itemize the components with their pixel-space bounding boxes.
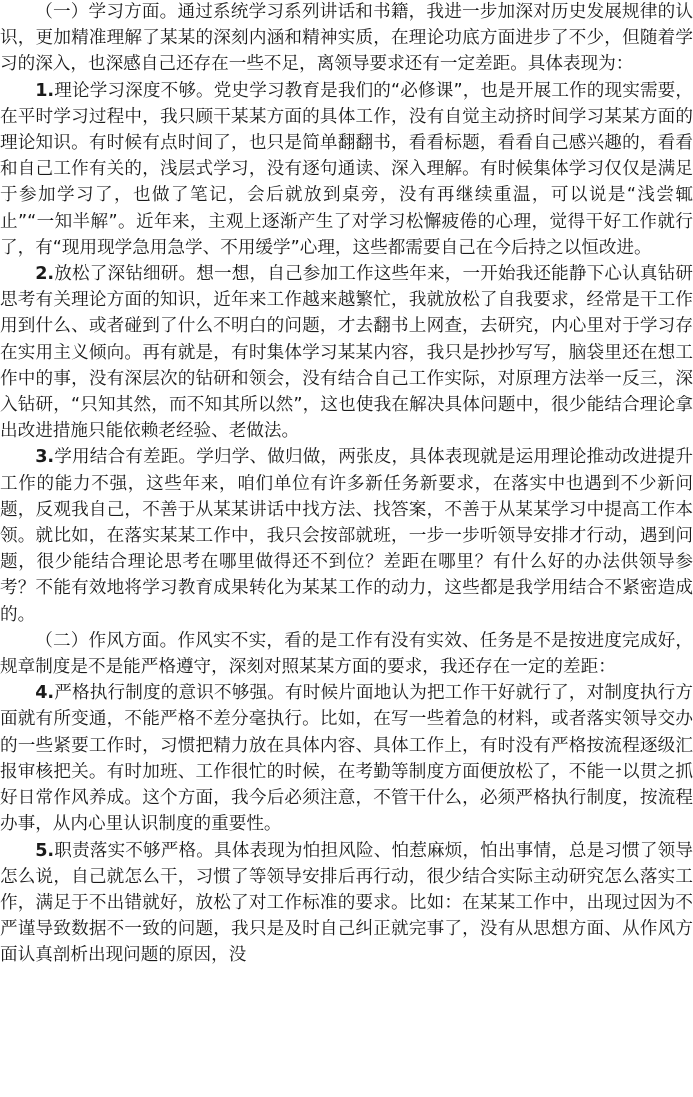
paragraph-text: 放松了深钻细研。想一想，自己参加工作这些年来，一开始我还能静下心认真钻研思考有关理论方面的知识，近年来工作越来越繁忙，我就放松了自我要求，经常是干工作用到什么、或者碰到了什么不明白的问题，才去翻书上网查，去研究，内心里对于学习存在实用主义倾向。再有就是，有时集体学习某某内容，我只是抄抄写写，脑袋里还在想工作中的事，没有深层次的钻研和领会，没有结合自己工作实际，对原理方法举一反三，深入钻研，“只知其然，而不知其所以然”，这也使我在解决具体问题中，很少能结合理论拿出改进措施只能依赖老经验、老做法。	[0, 264, 693, 442]
paragraph-number: 5.	[35, 840, 55, 861]
paragraph-text: 学用结合有差距。学归学、做归做，两张皮，具体表现就是运用理论推动改进提升工作的能力不强，这些年来，咱们单位有许多新任务新要求，在落实中也遇到不少新问题，反观我自己，不善于从某某讲话中找方法、找答案，不善于从某某学习中提高工作本领。就比如，在落实某某工作中，我只会按部就班，一步一步听领导安排才行动，遇到问题，很少能结合理论思考在哪里做得还不到位？差距在哪里？有什么好的办法供领导参考？不能有效地将学习教育成果转化为某某工作的动力，这些都是我学用结合不紧密造成的。	[0, 447, 693, 625]
paragraph-number: 3.	[35, 447, 55, 468]
paragraph-text: （一）学习方面。通过系统学习系列讲话和书籍，我进一步加深对历史发展规律的认识，更加精准理解了某某的深刻内涵和精神实质，在理论功底方面进步了不少，但随着学习的深入，也深感自己还存在一些不足，离领导要求还有一定差距。具体表现为：	[0, 2, 693, 75]
paragraph-number: 1.	[35, 80, 55, 101]
paragraph-item-2	[0, 261, 693, 444]
paragraph-item-4	[0, 680, 693, 837]
paragraph-text: （二）作风方面。作风实不实，看的是工作有没有实效、任务是不是按进度完成好，规章制度是不是能严格遵守，深刻对照某某方面的要求，我还存在一定的差距：	[0, 630, 693, 678]
paragraph-text: 严格执行制度的意识不够强。有时候片面地认为把工作干好就行了，对制度执行方面就有所变通，不能严格不差分毫执行。比如，在写一些着急的材料，或者落实领导交办的一些紧要工作时，习惯把精力放在具体内容、具体工作上，有时没有严格按流程逐级汇报审核把关。有时加班、工作很忙的时候，在考勤等制度方面便放松了，不能一以贯之抓好日常作风养成。这个方面，我今后必须注意，不管干什么，必须严格执行制度，按流程办事，从内心里认识制度的重要性。	[0, 683, 693, 835]
paragraph-item-3	[0, 444, 693, 627]
paragraph-item-1	[0, 78, 693, 261]
paragraph-style-intro	[0, 628, 693, 680]
paragraph-number: 4.	[35, 683, 55, 704]
paragraph-study-intro	[0, 0, 693, 78]
paragraph-text: 理论学习深度不够。党史学习教育是我们的“必修课”，也是开展工作的现实需要，在平时学习过程中，我只顾干某某方面的具体工作，没有自觉主动挤时间学习某某方面的理论知识。有时候有点时间了，也只是简单翻翻书，看看标题，看看自己感兴趣的，看看和自己工作有关的，浅层式学习，没有逐句通读、深入理解。有时候集体学习仅仅是满足于参加学习了，也做了笔记，会后就放到桌旁，没有再继续重温，可以说是“浅尝辄止”“一知半解”。近年来，主观上逐渐产生了对学习松懈疲倦的心理，觉得干好工作就行了，有“现用现学急用急学、不用缓学”心理，这些都需要自己在今后持之以恒改进。	[0, 80, 693, 258]
paragraph-number: 2.	[35, 264, 55, 285]
paragraph-text: 职责落实不够严格。具体表现为怕担风险、怕惹麻烦，怕出事情，总是习惯了领导怎么说，自己就怎么干，习惯了等领导安排后再行动，很少结合实际主动研究怎么落实工作，满足于不出错就好，放松了对工作标准的要求。比如：在某某工作中，出现过因为不严谨导致数据不一致的问题，我只是及时自己纠正就完事了，没有从思想方面、从作风方面认真剖析出现问题的原因，没	[0, 840, 693, 966]
paragraph-item-5	[0, 838, 693, 969]
